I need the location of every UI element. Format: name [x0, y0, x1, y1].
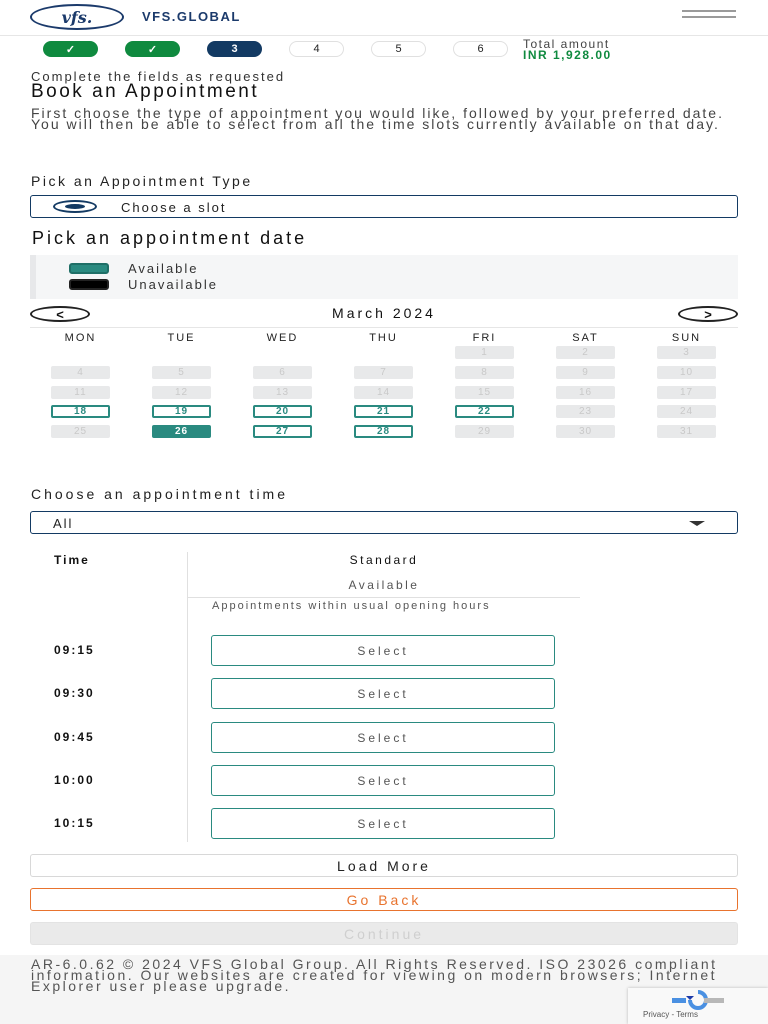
calendar-day-28[interactable]: 28 — [354, 425, 413, 438]
load-more-button[interactable]: Load More — [30, 854, 738, 877]
appointment-type-label: Pick an Appointment Type — [31, 173, 253, 189]
calendar-day-1: 1 — [455, 346, 514, 359]
calendar-day-12: 12 — [152, 386, 211, 399]
appointment-type-option[interactable] — [30, 195, 738, 218]
vfs-logo[interactable] — [30, 4, 124, 30]
calendar-day-9: 9 — [556, 366, 615, 379]
recaptcha-icon — [668, 990, 728, 1010]
weekday-tue: TUE — [167, 332, 196, 344]
slot-time: 10:15 — [54, 816, 95, 830]
calendar-day-14: 14 — [354, 386, 413, 399]
page-title: Book an Appointment — [31, 81, 260, 102]
step-4: 4 — [289, 41, 344, 57]
total-amount-value: INR 1,928.00 — [523, 48, 612, 62]
date-heading: Pick an appointment date — [32, 228, 308, 248]
chevron-right-icon: > — [704, 306, 712, 322]
page-subtitle: Complete the fields as requested — [31, 69, 286, 84]
calendar-day-23: 23 — [556, 405, 615, 418]
logo-text: VFS.GLOBAL — [142, 9, 241, 24]
time-filter-value: All — [53, 516, 74, 531]
calendar-day-10: 10 — [657, 366, 716, 379]
available-swatch-icon — [69, 263, 109, 274]
slot-time: 09:45 — [54, 730, 95, 744]
next-month-button[interactable] — [678, 306, 738, 322]
select-slot-button[interactable]: Select — [211, 765, 555, 796]
top-header — [0, 0, 768, 36]
slot-time: 10:00 — [54, 773, 95, 787]
step-3-current: 3 — [207, 41, 262, 57]
total-amount-label: Total amount — [523, 37, 610, 51]
step-6: 6 — [453, 41, 508, 57]
column-header-available: Available — [348, 578, 420, 592]
weekday-wed: WED — [266, 332, 299, 344]
calendar-day-22[interactable]: 22 — [455, 405, 514, 418]
page-intro: First choose the type of appointment you would like, followed by your preferred date. You will then be able to select from all the time slots currently available on that day. — [31, 105, 724, 132]
time-heading: Choose an appointment time — [31, 486, 288, 502]
weekday-fri: FRI — [472, 332, 497, 344]
step-1-done: ✓ — [43, 41, 98, 57]
chevron-left-icon: < — [56, 306, 64, 322]
calendar-day-21[interactable]: 21 — [354, 405, 413, 418]
column-header-time: Time — [54, 553, 90, 567]
chevron-down-icon — [689, 521, 705, 526]
calendar-day-25: 25 — [51, 425, 110, 438]
recaptcha-links[interactable]: Privacy - Terms — [643, 1010, 698, 1019]
hamburger-menu-icon[interactable] — [682, 10, 736, 24]
calendar-day-3: 3 — [657, 346, 716, 359]
prev-month-button[interactable] — [30, 306, 90, 322]
calendar-day-4: 4 — [51, 366, 110, 379]
calendar-day-27[interactable]: 27 — [253, 425, 312, 438]
calendar-day-26-selected[interactable]: 26 — [152, 425, 211, 438]
calendar-day-18[interactable]: 18 — [51, 405, 110, 418]
calendar-day-31: 31 — [657, 425, 716, 438]
select-slot-button[interactable]: Select — [211, 635, 555, 666]
calendar-day-11: 11 — [51, 386, 110, 399]
calendar-day-16: 16 — [556, 386, 615, 399]
weekday-sun: SUN — [671, 332, 702, 344]
calendar-day-30: 30 — [556, 425, 615, 438]
slot-time: 09:30 — [54, 686, 95, 700]
calendar-day-8: 8 — [455, 366, 514, 379]
select-slot-button[interactable]: Select — [211, 808, 555, 839]
appointment-type-option-label: Choose a slot — [121, 200, 227, 215]
select-slot-button[interactable]: Select — [211, 722, 555, 753]
recaptcha-badge[interactable] — [628, 988, 768, 1024]
calendar-day-7: 7 — [354, 366, 413, 379]
calendar-day-20[interactable]: 20 — [253, 405, 312, 418]
weekday-thu: THU — [369, 332, 398, 344]
go-back-button[interactable]: Go Back — [30, 888, 738, 911]
opening-hours-note: Appointments within usual opening hours — [212, 600, 491, 612]
header-divider — [188, 597, 580, 598]
step-2-done: ✓ — [125, 41, 180, 57]
logo-mark: vfs. — [61, 7, 93, 27]
calendar-day-13: 13 — [253, 386, 312, 399]
footer-copyright: AR-6.0.62 © 2024 VFS Global Group. All Rights Reserved. ISO 23026 compliant information. Our websites are created for viewing on modern browsers; Internet Explorer user please upgrade. — [31, 956, 718, 994]
slot-time: 09:15 — [54, 643, 95, 657]
calendar-day-29: 29 — [455, 425, 514, 438]
radio-selected-icon[interactable] — [53, 200, 97, 213]
calendar-grid — [30, 327, 738, 437]
calendar-day-17: 17 — [657, 386, 716, 399]
calendar-day-15: 15 — [455, 386, 514, 399]
legend-available-label: Available — [128, 261, 199, 276]
weekday-mon: MON — [64, 332, 97, 344]
step-5: 5 — [371, 41, 426, 57]
select-slot-button[interactable]: Select — [211, 678, 555, 709]
calendar-day-5: 5 — [152, 366, 211, 379]
legend-unavailable-label: Unavailable — [128, 277, 218, 292]
calendar-day-6: 6 — [253, 366, 312, 379]
column-header-standard: Standard — [349, 553, 419, 567]
calendar-day-24: 24 — [657, 405, 716, 418]
calendar-legend — [30, 255, 738, 299]
page-footer — [0, 955, 768, 1024]
calendar-day-19[interactable]: 19 — [152, 405, 211, 418]
continue-button[interactable]: Continue — [30, 922, 738, 945]
time-filter-select[interactable] — [30, 511, 738, 534]
unavailable-swatch-icon — [69, 279, 109, 290]
column-divider — [187, 552, 188, 842]
calendar-day-2: 2 — [556, 346, 615, 359]
calendar-month: March 2024 — [332, 305, 436, 321]
weekday-sat: SAT — [572, 332, 599, 344]
